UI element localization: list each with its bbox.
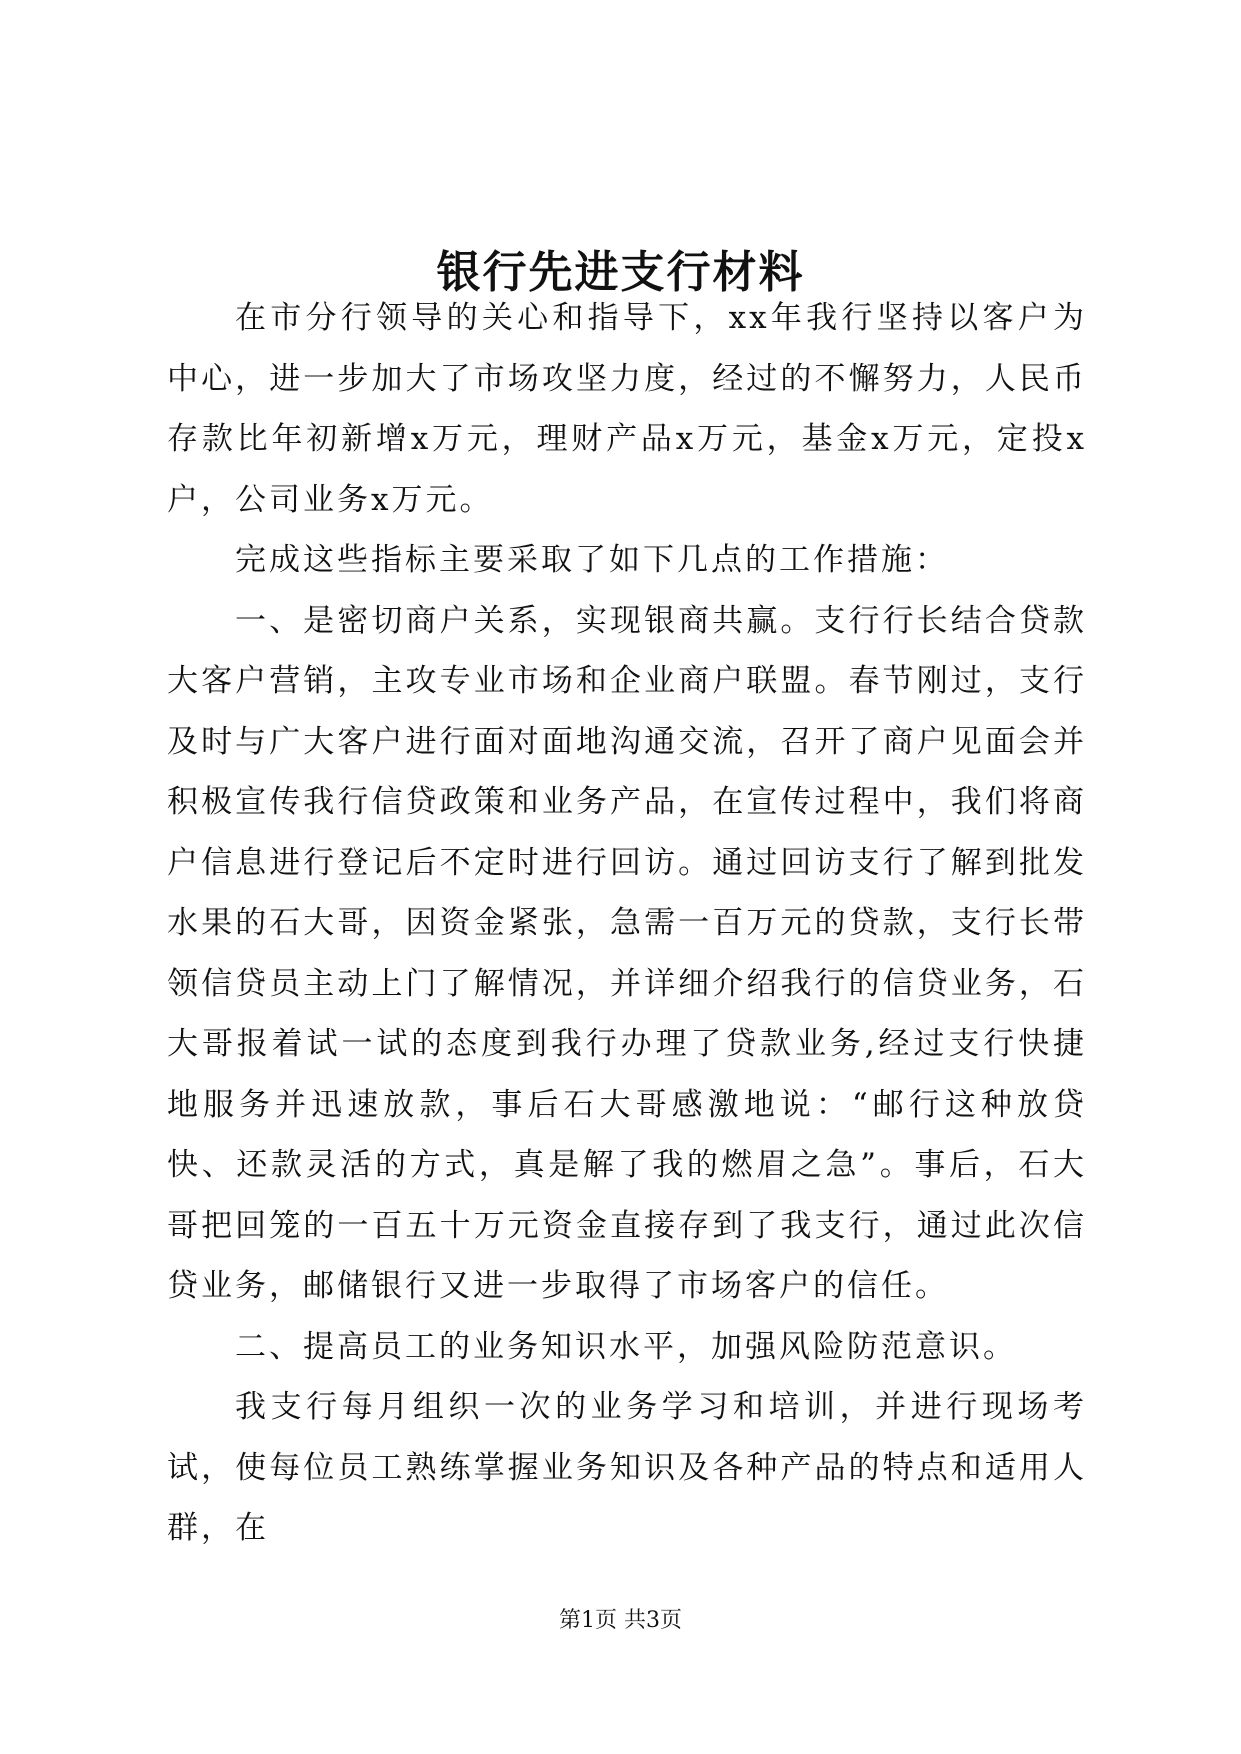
paragraph-measures-intro: 完成这些指标主要采取了如下几点的工作措施： (235, 542, 949, 578)
paragraph-measure-two-body: 我支行每月组织一次的业务学习和培训，并进行现场考试，使每位员工熟练掌握业务知识及各种产品的特点和适用人群，在 (167, 1389, 1087, 1546)
document-body (167, 288, 1087, 1559)
paragraph-measure-two-heading: 二、提高员工的业务知识水平，加强风险防范意识。 (235, 1328, 1017, 1365)
paragraph-intro: 在市分行领导的关心和指导下，xx年我行坚持以客户为中心，进一步加大了市场攻坚力度，经过的不懈努力，人民币存款比年初新增x万元，理财产品x万元，基金x万元，定投x户，公司业务x万元。 (167, 300, 1087, 518)
paragraph-measure-one: 一、是密切商户关系，实现银商共赢。支行行长结合贷款大客户营销，主攻专业市场和企业商户联盟。春节刚过，支行及时与广大客户进行面对面地沟通交流，召开了商户见面会并积极宣传我行信贷政策和业务产品，在宣传过程中，我们将商户信息进行登记后不定时进行回访。通过回访支行了解到批发水果的石大哥，因资金紧张，急需一百万元的贷款，支行长带领信贷员主动上门了解情况，并详细介绍我行的信贷业务，石大哥报着试一试的态度到我行办理了贷款业务,经过支行快捷地服务并迅速放款，事后石大哥感激地说：“邮行这种放贷快、还款灵活的方式，真是解了我的燃眉之急”。事后，石大哥把回笼的一百五十万元资金直接存到了我支行，通过此次信贷业务，邮储银行又进一步取得了市场客户的信任。 (167, 602, 1087, 1304)
document-title: 银行先进支行材料 (436, 247, 805, 299)
page-footer: 第1页 共3页 (559, 1608, 682, 1633)
